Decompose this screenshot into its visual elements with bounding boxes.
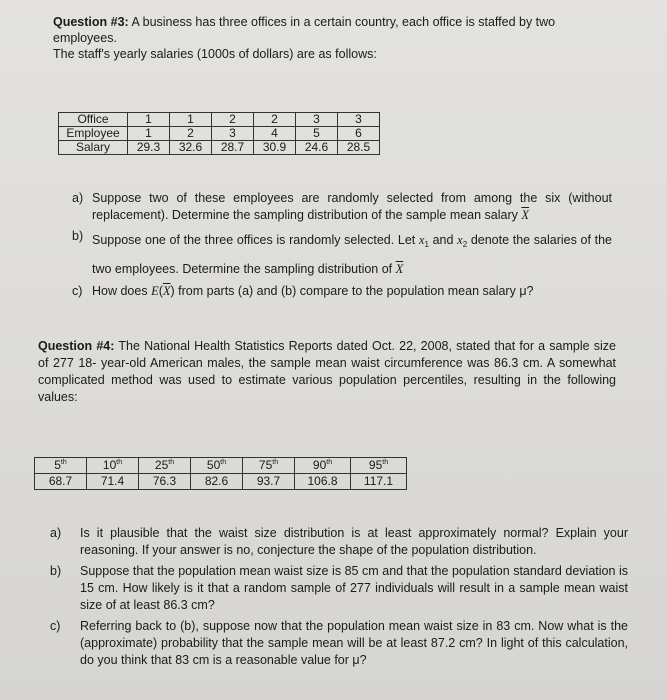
- question-4-text: The National Health Statistics Reports dated Oct. 22, 2008, stated that for a sample size of 277 18- year-old American males, the sample mean waist circumference was 86.3 cm. A somewhat complicated method was used to estimate various population percentiles, resulting in the following values:: [38, 339, 616, 404]
- employee-cell: 3: [212, 127, 254, 141]
- part-label: c): [72, 284, 83, 298]
- part-b-text-3: denote the salaries of the two employees. Determine the sampling distribution of: [92, 233, 612, 276]
- question-4-part-a: [50, 525, 628, 559]
- employee-row: [59, 127, 380, 141]
- office-row: [59, 113, 380, 127]
- question-4-parts: [50, 525, 628, 673]
- question-mark: ?: [526, 284, 534, 298]
- salary-cell: 29.3: [128, 141, 170, 155]
- row-label-employee: Employee: [59, 127, 128, 141]
- percentile-value: 82.6: [191, 474, 243, 490]
- office-cell: 2: [212, 113, 254, 127]
- question-4-label: Question #4:: [38, 339, 115, 353]
- x-bar-symbol: $\overline{X}$: [521, 208, 530, 222]
- part-label: b): [50, 564, 62, 578]
- mu-symbol: μ: [519, 284, 527, 298]
- salary-table: [58, 112, 380, 155]
- x-symbol: x: [457, 233, 463, 247]
- salary-cell: 32.6: [170, 141, 212, 155]
- question-3-intro: [53, 14, 613, 62]
- x-symbol: x: [418, 233, 425, 247]
- question-3-part-a: [72, 190, 612, 224]
- office-cell: 3: [296, 113, 338, 127]
- office-cell: 3: [338, 113, 380, 127]
- employee-cell: 6: [338, 127, 380, 141]
- percentile-value: 68.7: [35, 474, 87, 490]
- mu-symbol: μ?: [352, 653, 367, 667]
- row-label-office: Office: [59, 113, 128, 127]
- part-b-text: Suppose that the population mean waist size is 85 cm and that the population standard deviation is 15 cm. How likely is it that a random sample of 277 individuals will result in a sample mean waist size of at least 86.3 cm?: [80, 564, 628, 612]
- percentile-row: [35, 458, 407, 474]
- expectation-symbol: E: [151, 284, 159, 298]
- percentile-value: 71.4: [87, 474, 139, 490]
- part-b-text-1: Suppose one of the three offices is randomly selected. Let: [92, 233, 416, 247]
- question-3-label: Question #3:: [53, 15, 129, 29]
- percentile-value: 117.1: [351, 474, 407, 490]
- percentile-header: 5th: [35, 458, 87, 474]
- x-bar-symbol: $\overline{X}$: [162, 284, 171, 298]
- salary-cell: 28.7: [212, 141, 254, 155]
- percentile-header: 90th: [295, 458, 351, 474]
- part-label: a): [50, 526, 62, 540]
- employee-cell: 4: [254, 127, 296, 141]
- question-4-part-b: [50, 563, 628, 614]
- percentile-header: 10th: [87, 458, 139, 474]
- percentile-header: 75th: [243, 458, 295, 474]
- question-3-part-c: c) How does $E(\overline{X})$ from parts (a) and (b) compare to the population mean salary μ?: [72, 284, 534, 298]
- part-label: b): [72, 229, 84, 243]
- row-label-salary: Salary: [59, 141, 128, 155]
- employee-cell: 1: [128, 127, 170, 141]
- percentile-table: [34, 457, 407, 490]
- value-row: [35, 474, 407, 490]
- part-c-text-2: from parts (a) and (b) compare to the population mean salary: [178, 284, 516, 298]
- question-3-text-1: A business has three offices in a certain country, each office is staffed by two employees.: [53, 15, 556, 45]
- salary-row: [59, 141, 380, 155]
- question-3-part-b: [72, 228, 612, 281]
- part-c-text-1: How does: [92, 284, 148, 298]
- percentile-header: 50th: [191, 458, 243, 474]
- employee-cell: 2: [170, 127, 212, 141]
- office-cell: 1: [170, 113, 212, 127]
- percentile-value: 93.7: [243, 474, 295, 490]
- office-cell: 1: [128, 113, 170, 127]
- part-label: c): [50, 619, 61, 633]
- percentile-header: 25th: [139, 458, 191, 474]
- x-bar-symbol: $\overline{X}$: [395, 262, 404, 276]
- part-a-text: Is it plausible that the waist size distribution is at least approximately normal? Explain your reasoning. If your answer is no, conjecture the shape of the population distribution.: [80, 526, 628, 557]
- percentile-value: 76.3: [139, 474, 191, 490]
- question-4-part-c: [50, 618, 628, 669]
- subscript-1: 1: [424, 240, 429, 249]
- subscript-2: 2: [462, 240, 468, 249]
- employee-cell: 5: [296, 127, 338, 141]
- question-4-intro: [38, 338, 616, 406]
- percentile-value: 106.8: [295, 474, 351, 490]
- office-cell: 2: [254, 113, 296, 127]
- part-c-text: Referring back to (b), suppose now that the population mean waist size in 83 cm. Now what is the (approximate) probability that the sample mean will be at least 87.2 cm? In light of this calculation, do you think that 83 cm is a reasonable value for: [80, 619, 628, 667]
- percentile-header: 95th: [351, 458, 407, 474]
- question-3-parts: [72, 190, 612, 304]
- part-label: a): [72, 191, 84, 205]
- part-b-text-2: and: [432, 233, 454, 247]
- salary-cell: 30.9: [254, 141, 296, 155]
- salary-cell: 24.6: [296, 141, 338, 155]
- part-a-text: Suppose two of these employees are randomly selected from among the six (without replacement). Determine the sampling distribution of the sample mean salary: [92, 191, 612, 222]
- salary-cell: 28.5: [338, 141, 380, 155]
- question-3-text-2: The staff's yearly salaries (1000s of dollars) are as follows:: [53, 47, 377, 61]
